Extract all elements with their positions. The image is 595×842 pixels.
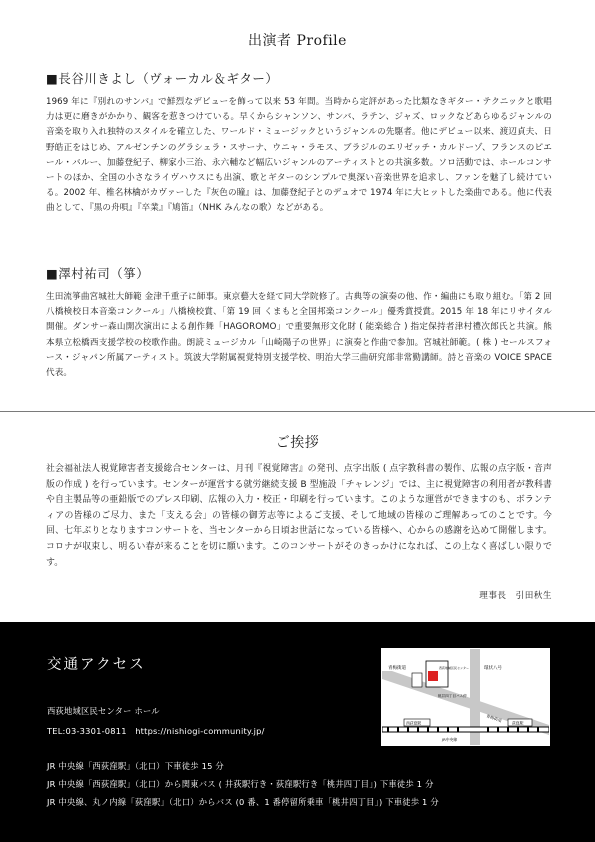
venue-contact: TEL:03-3301-0811 https://nishiogi-community.jp/ <box>47 726 265 736</box>
map-label-station-left: 西荻窪駅 <box>406 720 422 726</box>
route-line: JR 中央線「西荻窪駅」（北口）から関東バス ( 井荻駅行き・荻窪駅行き「桃井四丁目」) 下車徒歩 1 分 <box>47 779 434 789</box>
greeting-title: ご挨拶 <box>275 435 320 451</box>
performer-name-sawamura: ■澤村祐司（箏） <box>46 266 150 281</box>
route-line: JR 中央線、丸ノ内線「荻窪駅」（北口）からバス (0 番、1 番停留所乗車「桃井四丁目」) 下車徒歩 1 分 <box>47 797 439 807</box>
map-label-station-right: 荻窪駅 <box>512 720 524 726</box>
map-label-road-left: 青梅街道 <box>388 666 406 671</box>
performer-name-hasegawa: ■長谷川きよし（ヴォーカル＆ギター） <box>46 71 279 86</box>
section-divider <box>0 411 595 412</box>
access-map <box>381 648 550 746</box>
map-label-road-right: 環状八号 <box>484 666 502 671</box>
map-label-bus-stop: 桃井四丁目バス停 <box>438 694 467 698</box>
map-label-venue: 西荻地域区民センター <box>439 666 469 670</box>
profile-title: 出演者 Profile <box>248 33 347 49</box>
venue-name: 西荻地域区民センター ホール <box>47 706 160 716</box>
map-building <box>412 673 422 687</box>
map-drawing <box>382 649 549 745</box>
map-label-line: JR中央線 <box>442 737 458 742</box>
greeting-body: 社会福祉法人視覚障害者支援総合センターは、月刊『視覚障害』の発刊、点字出版 ( 点字教科書の製作、広報の点字版・音声版の作成 ) を行っています。センターが運営する就労継続支援 B 型施設「チャレンジ」では、主に視覚障害の利用者が教科書や自主製品等の亜鉛版でのプレス印刷、広報の入力・校正・印刷を行っています。このような運営ができますのも、ボランティアの皆様のご尽力、また「支える会」の皆様の御芳志等によるご支援、そして地域の皆様のご理解あってのことです。今回、七年ぶりとなりますコンサートを、当センターから日頃お世話になっている皆様へ、心からの感謝を込めて開催します。コロナが収束し、明るい春が来ることを切に願います。このコンサートがそのきっかけになれば、この上なく喜ばしい限りです。 <box>46 464 552 568</box>
access-section <box>0 622 595 842</box>
greeting-signature: 理事長 引田秋生 <box>479 591 552 601</box>
route-line: JR 中央線「西荻窪駅」（北口）下車徒歩 15 分 <box>47 761 224 771</box>
map-label-road-diag: 青梅街道 <box>485 713 503 724</box>
performer-bio-hasegawa: 1969 年に『別れのサンバ』で鮮烈なデビューを飾って以来 53 年間。当時から定評があった比類なきギター・テクニックと歌唱力は更に磨きがかかり、観客を惹きつけている。早くからシャンソン、サンバ、ラテン、ジャズ、ロックなどあらゆるジャンルの音楽を取り入れ独特のスタイルを確立した、ワールド・ミュージックというジャンルの先駆者。他にデビュー以来、渡辺貞夫、日野皓正をはじめ、アルゼンチンのグラシェラ・スサーナ、ウニャ・ラモス、ブラジルのエリゼッチ・カルドーゾ、フランスのピエール・バルー、加藤登紀子、柳家小三治、永六輔など幅広いジャンルのアーティストとの共演多数。ソロ活動では、ホールコンサートのほか、全国の小さなライヴハウスにも出演、歌とギターのシンプルで奥深い音楽世界を追求し、ファンを魅了し続けている。2002 年、椎名林檎がカヴァーした『灰色の瞳』は、加藤登紀子とのデュオで 1974 年に大ヒットした楽曲である。他に代表曲として、『黒の舟唄』『卒業』『鳩笛』（NHK みんなの歌）などがある。 <box>46 97 552 214</box>
performer-bio-sawamura: 生田流箏曲宮城社大師範 金津千重子に師事。東京藝大を経て同大学院修了。古典等の演奏の他、作・編曲にも取り組む。「第 2 回 八橋検校日本音楽コンクール」八橋検校賞、「第 19 回 くまもと全国邦楽コンクール」優秀賞授賞。2015 年 18 年にリサイタル開催。ダンサー森山開次演出による創作舞「HAGOROMO」で重要無形文化財 ( 能楽総合 ) 指定保持者津村禮次郎氏と共演。熊本県立松橋西支援学校の校歌作曲。朗読ミュージカル「山崎陽子の世界」に演奏と作曲で参加。宮城社師範。( 株 ) セールスフォース・ジャパン所属アーティスト。筑波大学附属視覚特別支援学校、明治大学三曲研究部非常勤講師。詩と音楽の VOICE SPACE 代表。 <box>46 292 552 379</box>
access-title: 交通アクセス <box>47 657 146 673</box>
map-venue-marker <box>428 671 438 681</box>
